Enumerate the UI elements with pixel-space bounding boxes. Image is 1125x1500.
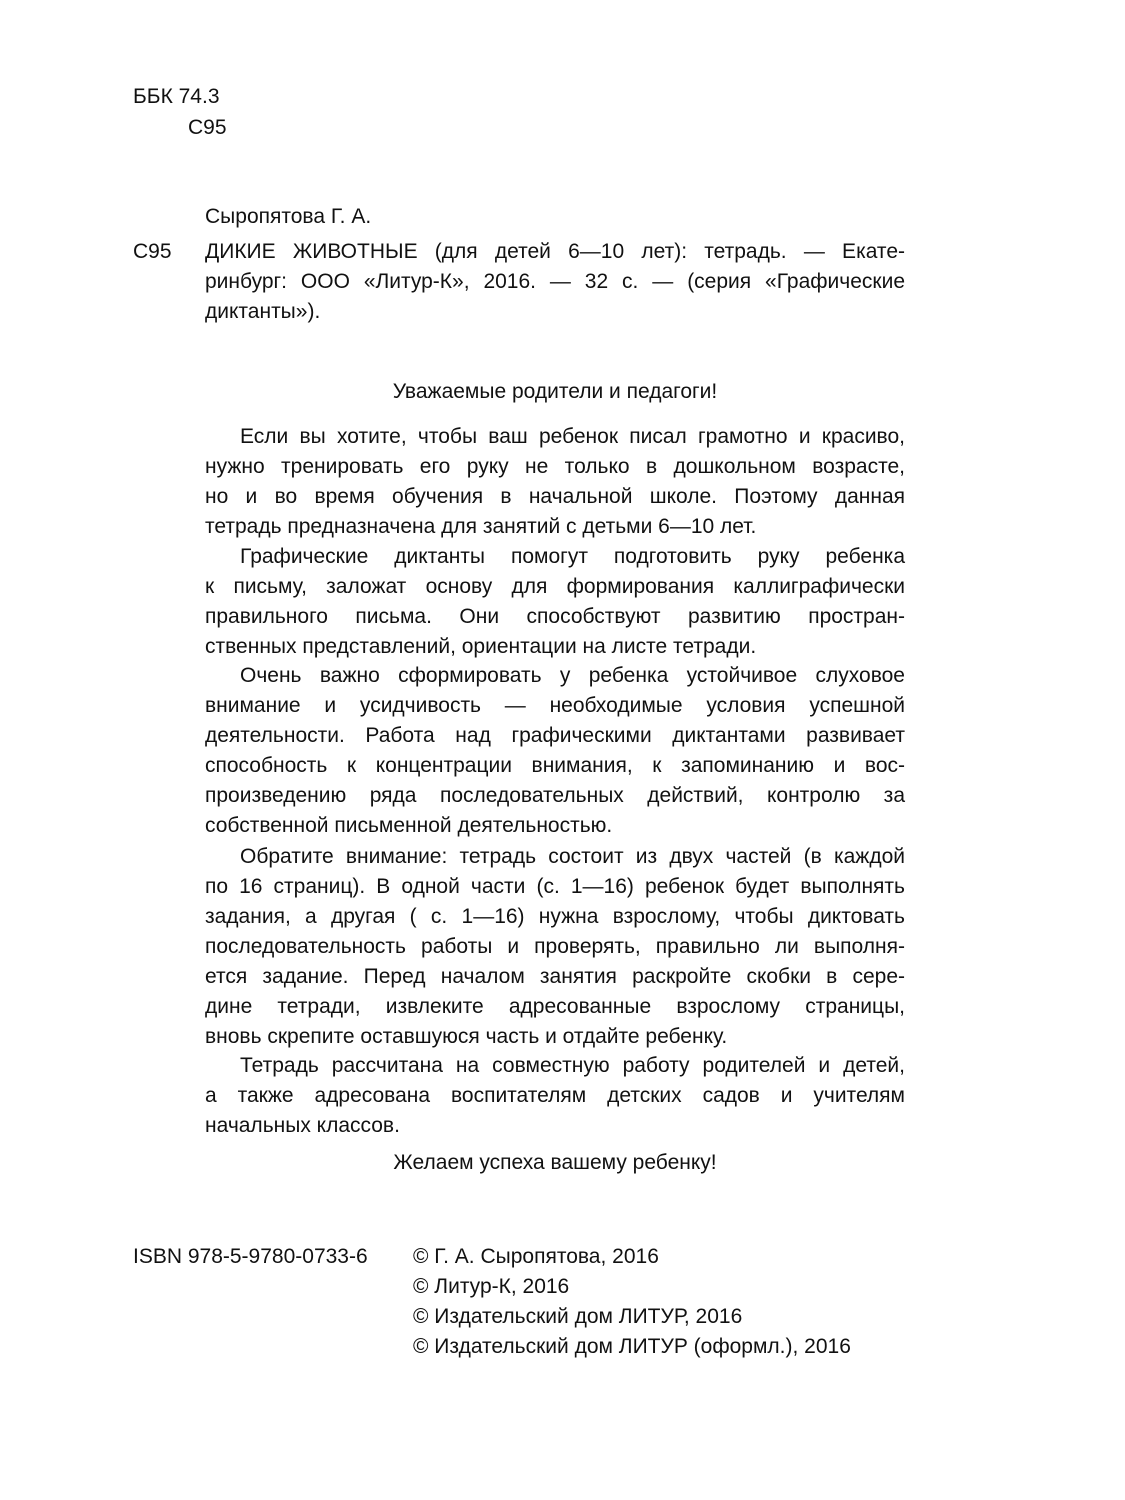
text-line: Обратите внимание: тетрадь состоит из двух частей (в каждой	[240, 845, 905, 868]
text-line: диктанты»).	[205, 300, 321, 323]
text-line: Графические диктанты помогут подготовить руку ребенка	[240, 545, 905, 568]
text-line: ДИКИЕ ЖИВОТНЫЕ (для детей 6—10 лет): тетрадь. — Екате-	[205, 240, 905, 263]
text-line: последовательность работы и проверять, правильно ли выполня-	[205, 935, 905, 958]
author-name: Сыропятова Г. А.	[205, 205, 372, 228]
text-line: дине тетради, извлеките адресованные взрослому страницы,	[205, 995, 905, 1018]
text-line: Очень важно сформировать у ребенка устойчивое слуховое	[240, 664, 905, 687]
greeting-heading: Уважаемые родители и педагоги!	[392, 380, 718, 403]
text-line: ственных представлений, ориентации на листе тетради.	[205, 635, 757, 658]
text-line: Если вы хотите, чтобы ваш ребенок писал грамотно и красиво,	[240, 425, 905, 448]
copyright-line: © Издательский дом ЛИТУР, 2016	[413, 1305, 743, 1328]
bibliography-description	[205, 237, 905, 327]
text-line: ринбург: ООО «Литур-К», 2016. — 32 с. — (серия «Графические	[205, 270, 905, 293]
paragraph	[205, 542, 905, 662]
isbn: ISBN 978-5-9780-0733-6	[133, 1245, 368, 1268]
copyright-line: © Г. А. Сыропятова, 2016	[413, 1245, 659, 1268]
closing-line: Желаем успеха вашему ребенку!	[393, 1151, 717, 1174]
text-line: правильного письма. Они способствуют развитию простран-	[205, 605, 905, 628]
bibliography-mark: С95	[133, 240, 172, 263]
text-line: собственной письменной деятельностью.	[205, 814, 613, 837]
text-line: но и во время обучения в начальной школе. Поэтому данная	[205, 485, 905, 508]
bbk-code: ББК 74.3	[133, 85, 220, 108]
paragraph	[205, 1051, 905, 1141]
text-line: произведению ряда последовательных действий, контролю за	[205, 784, 905, 807]
text-line: способность к концентрации внимания, к запоминанию и вос-	[205, 754, 905, 777]
text-line: а также адресована воспитателям детских садов и учителям	[205, 1084, 905, 1107]
author-mark: С95	[188, 116, 227, 139]
copyright-line: © Издательский дом ЛИТУР (оформл.), 2016	[413, 1335, 851, 1358]
text-line: тетрадь предназначена для занятий с детьми 6—10 лет.	[205, 515, 757, 538]
text-line: начальных классов.	[205, 1114, 400, 1137]
text-line: ется задание. Перед началом занятия раскройте скобки в сере-	[205, 965, 905, 988]
copyright-line: © Литур-К, 2016	[413, 1275, 570, 1298]
text-line: нужно тренировать его руку не только в дошкольном возрасте,	[205, 455, 905, 478]
text-line: задания, а другая ( с. 1—16) нужна взрослому, чтобы диктовать	[205, 905, 905, 928]
paragraph	[205, 842, 905, 1052]
paragraph	[205, 661, 905, 841]
text-line: внимание и усидчивость — необходимые условия успешной	[205, 694, 905, 717]
text-line: по 16 страниц). В одной части (с. 1—16) ребенок будет выполнять	[205, 875, 905, 898]
text-line: Тетрадь рассчитана на совместную работу родителей и детей,	[240, 1054, 905, 1077]
paragraph	[205, 422, 905, 542]
text-line: вновь скрепите оставшуюся часть и отдайте ребенку.	[205, 1025, 728, 1048]
text-line: деятельности. Работа над графическими диктантами развивает	[205, 724, 905, 747]
text-line: к письму, заложат основу для формирования каллиграфически	[205, 575, 905, 598]
